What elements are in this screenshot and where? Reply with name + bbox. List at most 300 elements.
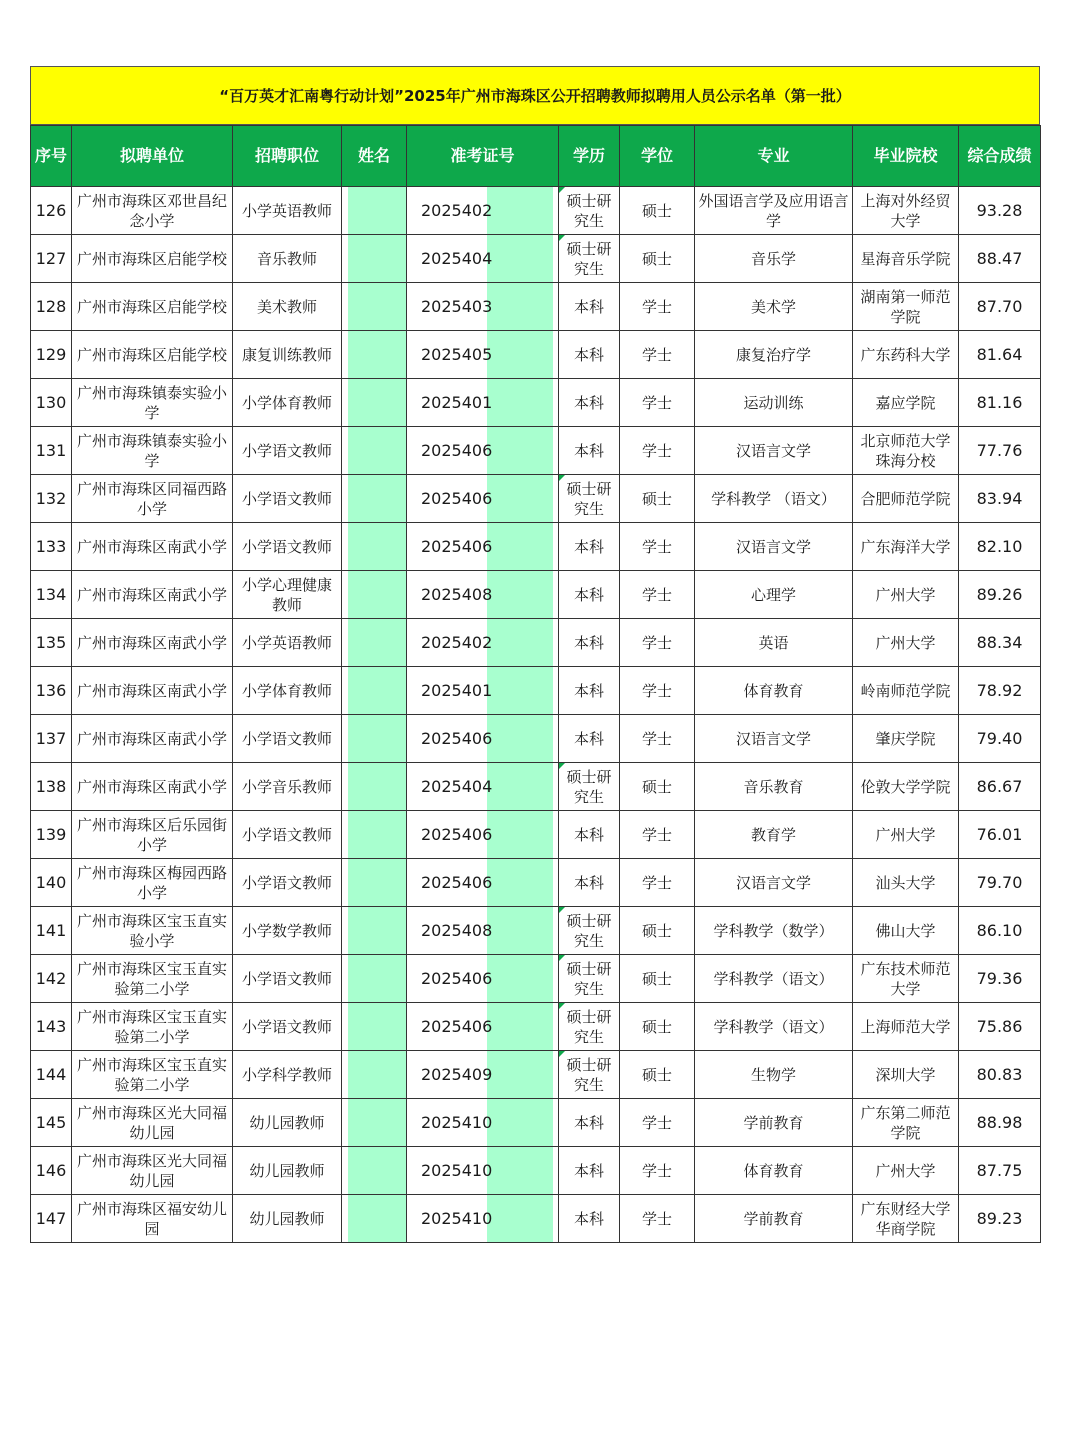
cell-major: 汉语言文学 (695, 715, 853, 763)
table-row (31, 475, 1041, 523)
cell-major: 音乐学 (695, 235, 853, 283)
cell-edu: 本科 (559, 379, 620, 427)
cell-edu: 本科 (559, 1147, 620, 1195)
cell-post: 幼儿园教师 (233, 1147, 342, 1195)
cell-unit: 广州市海珠区南武小学 (72, 715, 233, 763)
col-header-post: 招聘职位 (233, 126, 342, 187)
cell-exam (407, 523, 559, 571)
cell-post: 幼儿园教师 (233, 1099, 342, 1147)
cell-name (342, 715, 407, 763)
cell-degree: 学士 (620, 379, 695, 427)
cell-unit: 广州市海珠镇泰实验小学 (72, 427, 233, 475)
cell-major: 外国语言学及应用语言学 (695, 187, 853, 235)
exam-number: 2025406 (421, 488, 493, 508)
redaction-mask (348, 571, 407, 618)
cell-exam (407, 1051, 559, 1099)
redaction-mask (348, 1051, 407, 1098)
cell-name (342, 907, 407, 955)
redaction-mask (487, 235, 553, 282)
cell-school: 广东技术师范大学 (853, 955, 959, 1003)
comment-marker (559, 187, 565, 193)
redaction-mask (487, 907, 553, 954)
cell-edu: 本科 (559, 331, 620, 379)
cell-score: 81.16 (959, 379, 1041, 427)
cell-no: 144 (31, 1051, 72, 1099)
cell-major: 英语 (695, 619, 853, 667)
cell-name (342, 667, 407, 715)
cell-name (342, 331, 407, 379)
cell-no: 136 (31, 667, 72, 715)
redaction-mask (487, 715, 553, 762)
cell-name (342, 571, 407, 619)
cell-edu: 硕士研究生 (559, 763, 620, 811)
cell-edu: 本科 (559, 571, 620, 619)
table-row (31, 1051, 1041, 1099)
comment-marker (559, 1003, 565, 1009)
table-row (31, 619, 1041, 667)
cell-no: 139 (31, 811, 72, 859)
cell-major: 教育学 (695, 811, 853, 859)
cell-school: 深圳大学 (853, 1051, 959, 1099)
cell-edu: 本科 (559, 1195, 620, 1243)
table-row (31, 427, 1041, 475)
cell-post: 小学语文教师 (233, 475, 342, 523)
cell-unit: 广州市海珠区宝玉直实验第二小学 (72, 1051, 233, 1099)
cell-exam (407, 283, 559, 331)
table-row (31, 1099, 1041, 1147)
cell-degree: 硕士 (620, 955, 695, 1003)
table-row (31, 571, 1041, 619)
table-row (31, 1147, 1041, 1195)
sheet-title: “百万英才汇南粤行动计划”2025年广州市海珠区公开招聘教师拟聘用人员公示名单（第一批） (30, 66, 1040, 125)
cell-post: 小学音乐教师 (233, 763, 342, 811)
cell-name (342, 523, 407, 571)
cell-major: 汉语言文学 (695, 427, 853, 475)
table-row (31, 859, 1041, 907)
col-header-name: 姓名 (342, 126, 407, 187)
cell-degree: 学士 (620, 1099, 695, 1147)
cell-edu: 本科 (559, 523, 620, 571)
cell-degree: 学士 (620, 283, 695, 331)
cell-edu: 本科 (559, 619, 620, 667)
cell-score: 83.94 (959, 475, 1041, 523)
cell-score: 87.75 (959, 1147, 1041, 1195)
cell-exam (407, 1195, 559, 1243)
cell-unit: 广州市海珠区光大同福幼儿园 (72, 1147, 233, 1195)
exam-number: 2025406 (421, 968, 493, 988)
redaction-mask (348, 1003, 407, 1050)
cell-exam (407, 955, 559, 1003)
redaction-mask (487, 667, 553, 714)
cell-no: 146 (31, 1147, 72, 1195)
redaction-mask (487, 571, 553, 618)
table-row (31, 331, 1041, 379)
col-header-degree: 学位 (620, 126, 695, 187)
cell-name (342, 955, 407, 1003)
cell-post: 小学科学教师 (233, 1051, 342, 1099)
col-header-score: 综合成绩 (959, 126, 1041, 187)
table-row (31, 907, 1041, 955)
cell-name (342, 1099, 407, 1147)
cell-degree: 学士 (620, 523, 695, 571)
cell-major: 汉语言文学 (695, 523, 853, 571)
cell-score: 88.34 (959, 619, 1041, 667)
cell-exam (407, 1099, 559, 1147)
redaction-mask (348, 379, 407, 426)
cell-score: 79.70 (959, 859, 1041, 907)
cell-no: 129 (31, 331, 72, 379)
table-row (31, 379, 1041, 427)
cell-edu: 本科 (559, 1099, 620, 1147)
redaction-mask (348, 1147, 407, 1194)
cell-edu: 本科 (559, 283, 620, 331)
cell-school: 广州大学 (853, 811, 959, 859)
comment-marker (559, 763, 565, 769)
redaction-mask (487, 619, 553, 666)
redaction-mask (487, 1195, 553, 1242)
cell-score: 78.92 (959, 667, 1041, 715)
cell-school: 广州大学 (853, 571, 959, 619)
exam-number: 2025406 (421, 728, 493, 748)
cell-unit: 广州市海珠区梅园西路小学 (72, 859, 233, 907)
cell-school: 广东药科大学 (853, 331, 959, 379)
cell-school: 广州大学 (853, 619, 959, 667)
comment-marker (559, 235, 565, 241)
exam-number: 2025406 (421, 536, 493, 556)
redaction-mask (487, 283, 553, 330)
cell-major: 体育教育 (695, 667, 853, 715)
exam-number: 2025410 (421, 1160, 493, 1180)
cell-score: 79.40 (959, 715, 1041, 763)
exam-number: 2025405 (421, 344, 493, 364)
cell-unit: 广州市海珠区启能学校 (72, 331, 233, 379)
cell-degree: 学士 (620, 1195, 695, 1243)
cell-school: 广州大学 (853, 1147, 959, 1195)
cell-post: 小学英语教师 (233, 619, 342, 667)
cell-unit: 广州市海珠区启能学校 (72, 235, 233, 283)
cell-name (342, 619, 407, 667)
cell-score: 77.76 (959, 427, 1041, 475)
cell-degree: 硕士 (620, 1051, 695, 1099)
exam-number: 2025406 (421, 872, 493, 892)
exam-number: 2025401 (421, 392, 493, 412)
cell-edu: 本科 (559, 427, 620, 475)
cell-edu: 本科 (559, 715, 620, 763)
cell-exam (407, 379, 559, 427)
cell-edu: 硕士研究生 (559, 235, 620, 283)
cell-major: 康复治疗学 (695, 331, 853, 379)
comment-marker (559, 907, 565, 913)
cell-name (342, 763, 407, 811)
redaction-mask (348, 811, 407, 858)
redaction-mask (487, 1051, 553, 1098)
cell-unit: 广州市海珠区启能学校 (72, 283, 233, 331)
table-row (31, 811, 1041, 859)
cell-exam (407, 235, 559, 283)
table-body (31, 187, 1041, 1243)
cell-unit: 广州市海珠区福安幼儿园 (72, 1195, 233, 1243)
cell-no: 132 (31, 475, 72, 523)
redaction-mask (487, 859, 553, 906)
cell-edu: 本科 (559, 667, 620, 715)
cell-unit: 广州市海珠区宝玉直实验第二小学 (72, 1003, 233, 1051)
cell-post: 小学语文教师 (233, 1003, 342, 1051)
cell-major: 音乐教育 (695, 763, 853, 811)
cell-degree: 硕士 (620, 907, 695, 955)
cell-degree: 硕士 (620, 475, 695, 523)
cell-no: 137 (31, 715, 72, 763)
cell-degree: 学士 (620, 619, 695, 667)
redaction-mask (487, 811, 553, 858)
redaction-mask (348, 523, 407, 570)
cell-post: 小学体育教师 (233, 667, 342, 715)
cell-major: 学前教育 (695, 1195, 853, 1243)
cell-degree: 学士 (620, 715, 695, 763)
cell-no: 141 (31, 907, 72, 955)
cell-major: 学科教学 （语文） (695, 475, 853, 523)
cell-name (342, 235, 407, 283)
cell-exam (407, 715, 559, 763)
redaction-mask (487, 379, 553, 426)
cell-post: 康复训练教师 (233, 331, 342, 379)
cell-score: 89.23 (959, 1195, 1041, 1243)
cell-degree: 学士 (620, 331, 695, 379)
cell-name (342, 1195, 407, 1243)
header-row (31, 126, 1041, 187)
cell-no: 134 (31, 571, 72, 619)
cell-exam (407, 1003, 559, 1051)
cell-exam (407, 763, 559, 811)
spreadsheet (30, 66, 1040, 1243)
exam-number: 2025408 (421, 584, 493, 604)
redaction-mask (348, 427, 407, 474)
cell-degree: 硕士 (620, 187, 695, 235)
cell-major: 学前教育 (695, 1099, 853, 1147)
cell-unit: 广州市海珠区南武小学 (72, 667, 233, 715)
redaction-mask (348, 763, 407, 810)
cell-edu: 硕士研究生 (559, 1003, 620, 1051)
redaction-mask (487, 1003, 553, 1050)
redaction-mask (348, 235, 407, 282)
cell-score: 76.01 (959, 811, 1041, 859)
comment-marker (559, 475, 565, 481)
redaction-mask (348, 1195, 407, 1242)
exam-number: 2025401 (421, 680, 493, 700)
exam-number: 2025406 (421, 1016, 493, 1036)
cell-edu: 本科 (559, 811, 620, 859)
cell-degree: 学士 (620, 571, 695, 619)
cell-edu: 硕士研究生 (559, 187, 620, 235)
redaction-mask (348, 859, 407, 906)
cell-unit: 广州市海珠区南武小学 (72, 619, 233, 667)
cell-post: 小学语文教师 (233, 427, 342, 475)
redaction-mask (348, 715, 407, 762)
comment-marker (559, 1051, 565, 1057)
redaction-mask (348, 331, 407, 378)
cell-school: 广东第二师范学院 (853, 1099, 959, 1147)
table-row (31, 283, 1041, 331)
exam-number: 2025410 (421, 1208, 493, 1228)
cell-unit: 广州市海珠区后乐园街小学 (72, 811, 233, 859)
exam-number: 2025402 (421, 200, 493, 220)
cell-major: 美术学 (695, 283, 853, 331)
cell-major: 生物学 (695, 1051, 853, 1099)
cell-post: 美术教师 (233, 283, 342, 331)
cell-degree: 学士 (620, 1147, 695, 1195)
cell-unit: 广州市海珠区南武小学 (72, 763, 233, 811)
cell-major: 心理学 (695, 571, 853, 619)
cell-no: 142 (31, 955, 72, 1003)
col-header-exam: 准考证号 (407, 126, 559, 187)
cell-major: 体育教育 (695, 1147, 853, 1195)
redaction-mask (487, 475, 553, 522)
redaction-mask (348, 955, 407, 1002)
cell-school: 佛山大学 (853, 907, 959, 955)
cell-post: 小学语文教师 (233, 811, 342, 859)
cell-degree: 学士 (620, 427, 695, 475)
table-row (31, 187, 1041, 235)
exam-number: 2025406 (421, 440, 493, 460)
cell-major: 运动训练 (695, 379, 853, 427)
cell-name (342, 1051, 407, 1099)
cell-post: 小学语文教师 (233, 859, 342, 907)
cell-score: 88.47 (959, 235, 1041, 283)
cell-no: 131 (31, 427, 72, 475)
cell-no: 128 (31, 283, 72, 331)
cell-name (342, 811, 407, 859)
cell-school: 肇庆学院 (853, 715, 959, 763)
cell-school: 上海对外经贸大学 (853, 187, 959, 235)
cell-degree: 学士 (620, 859, 695, 907)
cell-no: 138 (31, 763, 72, 811)
col-header-school: 毕业院校 (853, 126, 959, 187)
cell-school: 湖南第一师范学院 (853, 283, 959, 331)
cell-no: 135 (31, 619, 72, 667)
table-row (31, 715, 1041, 763)
cell-school: 广东财经大学华商学院 (853, 1195, 959, 1243)
cell-unit: 广州市海珠区宝玉直实验第二小学 (72, 955, 233, 1003)
col-header-edu: 学历 (559, 126, 620, 187)
cell-unit: 广州市海珠镇泰实验小学 (72, 379, 233, 427)
redaction-mask (487, 955, 553, 1002)
cell-no: 126 (31, 187, 72, 235)
cell-major: 学科教学（语文） (695, 1003, 853, 1051)
cell-name (342, 379, 407, 427)
cell-post: 小学英语教师 (233, 187, 342, 235)
cell-degree: 学士 (620, 811, 695, 859)
table-row (31, 955, 1041, 1003)
cell-degree: 硕士 (620, 235, 695, 283)
cell-name (342, 1003, 407, 1051)
comment-marker (559, 955, 565, 961)
cell-no: 145 (31, 1099, 72, 1147)
cell-degree: 学士 (620, 667, 695, 715)
cell-name (342, 859, 407, 907)
cell-score: 75.86 (959, 1003, 1041, 1051)
cell-school: 伦敦大学学院 (853, 763, 959, 811)
cell-school: 嘉应学院 (853, 379, 959, 427)
cell-unit: 广州市海珠区邓世昌纪念小学 (72, 187, 233, 235)
cell-exam (407, 811, 559, 859)
cell-score: 87.70 (959, 283, 1041, 331)
cell-name (342, 1147, 407, 1195)
cell-exam (407, 1147, 559, 1195)
cell-degree: 硕士 (620, 1003, 695, 1051)
cell-post: 音乐教师 (233, 235, 342, 283)
cell-edu: 硕士研究生 (559, 907, 620, 955)
redaction-mask (348, 283, 407, 330)
table-row (31, 763, 1041, 811)
redaction-mask (348, 907, 407, 954)
cell-edu: 硕士研究生 (559, 955, 620, 1003)
exam-number: 2025403 (421, 296, 493, 316)
cell-post: 小学语文教师 (233, 523, 342, 571)
cell-post: 小学心理健康教师 (233, 571, 342, 619)
exam-number: 2025402 (421, 632, 493, 652)
cell-score: 89.26 (959, 571, 1041, 619)
cell-post: 小学语文教师 (233, 955, 342, 1003)
redaction-mask (487, 331, 553, 378)
cell-name (342, 427, 407, 475)
cell-score: 86.10 (959, 907, 1041, 955)
cell-post: 小学体育教师 (233, 379, 342, 427)
cell-score: 80.83 (959, 1051, 1041, 1099)
cell-post: 小学数学教师 (233, 907, 342, 955)
cell-major: 学科教学（语文） (695, 955, 853, 1003)
cell-score: 81.64 (959, 331, 1041, 379)
redaction-mask (487, 1147, 553, 1194)
redaction-mask (348, 187, 407, 234)
redaction-mask (487, 187, 553, 234)
cell-exam (407, 907, 559, 955)
cell-degree: 硕士 (620, 763, 695, 811)
cell-no: 147 (31, 1195, 72, 1243)
cell-school: 汕头大学 (853, 859, 959, 907)
cell-major: 学科教学（数学） (695, 907, 853, 955)
redaction-mask (348, 475, 407, 522)
col-header-unit: 拟聘单位 (72, 126, 233, 187)
cell-unit: 广州市海珠区光大同福幼儿园 (72, 1099, 233, 1147)
cell-name (342, 187, 407, 235)
redaction-mask (487, 523, 553, 570)
cell-school: 上海师范大学 (853, 1003, 959, 1051)
col-header-major: 专业 (695, 126, 853, 187)
redaction-mask (348, 619, 407, 666)
cell-name (342, 475, 407, 523)
cell-exam (407, 667, 559, 715)
cell-no: 133 (31, 523, 72, 571)
cell-post: 幼儿园教师 (233, 1195, 342, 1243)
cell-exam (407, 571, 559, 619)
redaction-mask (487, 763, 553, 810)
redaction-mask (487, 1099, 553, 1146)
exam-number: 2025404 (421, 248, 493, 268)
cell-school: 北京师范大学珠海分校 (853, 427, 959, 475)
cell-edu: 本科 (559, 859, 620, 907)
cell-major: 汉语言文学 (695, 859, 853, 907)
exam-number: 2025409 (421, 1064, 493, 1084)
cell-exam (407, 427, 559, 475)
cell-score: 86.67 (959, 763, 1041, 811)
cell-score: 79.36 (959, 955, 1041, 1003)
cell-name (342, 283, 407, 331)
cell-score: 88.98 (959, 1099, 1041, 1147)
table-row (31, 667, 1041, 715)
cell-score: 93.28 (959, 187, 1041, 235)
col-header-no: 序号 (31, 126, 72, 187)
cell-exam (407, 331, 559, 379)
cell-unit: 广州市海珠区宝玉直实验小学 (72, 907, 233, 955)
